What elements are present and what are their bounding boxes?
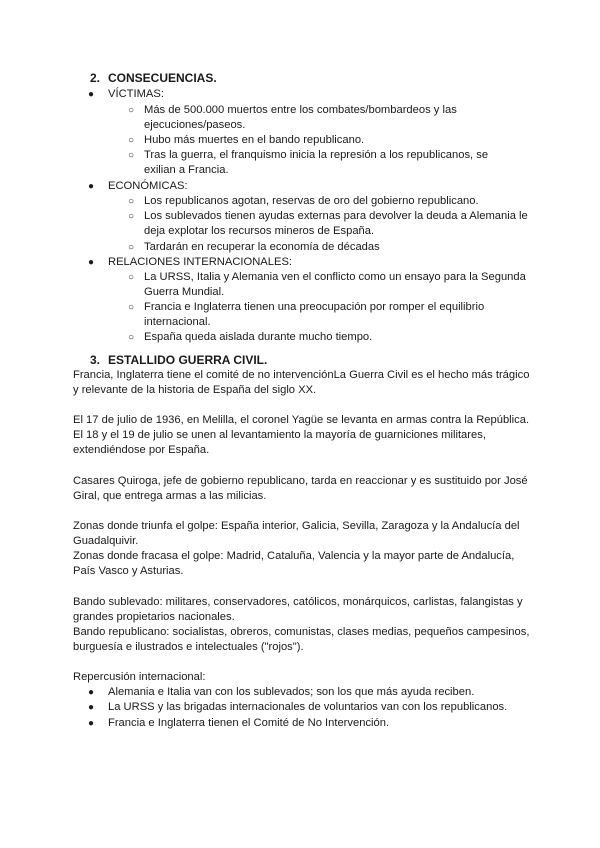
sub-bullet-item bbox=[128, 194, 533, 209]
circle-bullet-icon: ○ bbox=[128, 135, 135, 146]
sub-bullet-item bbox=[128, 300, 508, 330]
circle-bullet-icon: ○ bbox=[128, 272, 135, 283]
sub-bullet-item bbox=[128, 209, 530, 239]
section-2-title: CONSECUENCIAS. bbox=[108, 71, 217, 85]
sub-bullet-text: Los republicanos agotan, reservas de oro del gobierno republicano. bbox=[144, 195, 479, 207]
section-2-number: 2. bbox=[90, 71, 101, 85]
paragraph: Zonas donde triunfa el golpe: España interior, Galicia, Sevilla, Zaragoza y la Andalucía del Guadalquivir. bbox=[73, 520, 520, 548]
circle-bullet-icon: ○ bbox=[128, 332, 135, 343]
sub-bullet-text: Los sublevados tienen ayudas externas para devolver la deuda a Alemania le deja explotar los recursos mineros de España. bbox=[144, 210, 528, 238]
bullet-icon: ● bbox=[88, 257, 95, 268]
circle-bullet-icon: ○ bbox=[128, 302, 135, 313]
bullet-item bbox=[88, 716, 528, 731]
sub-bullet-text: España queda aislada durante mucho tiempo. bbox=[144, 331, 373, 343]
sub-bullet-item bbox=[128, 103, 473, 133]
sub-bullet-text: Francia e Inglaterra tienen una preocupación por romper el equilibrio internacional. bbox=[144, 301, 485, 329]
bullet-text: Alemania e Italia van con los sublevados; son los que más ayuda reciben. bbox=[108, 686, 475, 698]
section-2-heading bbox=[90, 71, 217, 86]
section-3-number: 3. bbox=[90, 353, 101, 367]
circle-bullet-icon: ○ bbox=[128, 196, 135, 207]
bullet-label: ECONÓMICAS: bbox=[108, 180, 188, 192]
sub-bullet-item bbox=[128, 148, 513, 178]
paragraph: Casares Quiroga, jefe de gobierno republicano, tarda en reaccionar y es sustituido por José Giral, que entrega armas a las milicias. bbox=[73, 475, 528, 503]
sub-bullet-item bbox=[128, 240, 533, 255]
sub-bullet-item bbox=[128, 133, 533, 148]
sub-bullet-text: Hubo más muertes en el bando republicano. bbox=[144, 134, 365, 146]
bullet-victimas bbox=[88, 87, 164, 102]
circle-bullet-icon: ○ bbox=[128, 150, 135, 161]
bullet-text: Francia e Inglaterra tienen el Comité de No Intervención. bbox=[108, 717, 390, 729]
bullet-icon: ● bbox=[88, 718, 95, 729]
bullet-label: RELACIONES INTERNACIONALES: bbox=[108, 256, 293, 268]
sub-bullet-text: Tras la guerra, el franquismo inicia la represión a los republicanos, se exilian a Francia. bbox=[144, 149, 489, 177]
bullet-economicas bbox=[88, 179, 188, 194]
paragraph: Repercusión internacional: bbox=[73, 671, 206, 683]
bullet-icon: ● bbox=[88, 181, 95, 192]
bullet-icon: ● bbox=[88, 702, 95, 713]
bullet-icon: ● bbox=[88, 687, 95, 698]
bullet-icon: ● bbox=[88, 89, 95, 100]
sub-bullet-item bbox=[128, 330, 533, 345]
section-3-title: ESTALLIDO GUERRA CIVIL. bbox=[108, 353, 268, 367]
circle-bullet-icon: ○ bbox=[128, 242, 135, 253]
paragraph: Francia, Inglaterra tiene el comité de no intervenciónLa Guerra Civil es el hecho más trágico y relevante de la historia de España del siglo XX. bbox=[73, 369, 530, 397]
paragraph: El 17 de julio de 1936, en Melilla, el coronel Yagüe se levanta en armas contra la República. El 18 y el 19 de julio se unen al levantamiento la mayoría de guarniciones militares, extendiéndose por España. bbox=[73, 414, 530, 457]
section-3-heading bbox=[90, 353, 267, 368]
bullet-relaciones-internacionales bbox=[88, 255, 292, 270]
paragraph: Zonas donde fracasa el golpe: Madrid, Cataluña, Valencia y la mayor parte de Andalucía, País Vasco y Asturias. bbox=[73, 550, 515, 578]
sub-bullet-text: Más de 500.000 muertos entre los combates/bombardeos y las ejecuciones/paseos. bbox=[144, 104, 457, 132]
sub-bullet-text: La URSS, Italia y Alemania ven el conflicto como un ensayo para la Segunda Guerra Mundial. bbox=[144, 271, 526, 299]
sub-bullet-item bbox=[128, 270, 533, 300]
bullet-item bbox=[88, 700, 528, 715]
circle-bullet-icon: ○ bbox=[128, 211, 135, 222]
sub-bullet-text: Tardarán en recuperar la economía de décadas bbox=[144, 241, 380, 253]
paragraph: Bando sublevado: militares, conservadores, católicos, monárquicos, carlistas, falangistas y grandes propietarios nacionales. bbox=[73, 596, 523, 624]
paragraph: Bando republicano: socialistas, obreros, comunistas, clases medias, pequeños campesinos, burguesía e ilustrados e intelectuales ("rojos"). bbox=[73, 626, 530, 654]
bullet-item bbox=[88, 685, 528, 700]
bullet-text: La URSS y las brigadas internacionales de voluntarios van con los republicanos. bbox=[108, 701, 508, 713]
bullet-label: VÍCTIMAS: bbox=[108, 88, 164, 100]
circle-bullet-icon: ○ bbox=[128, 105, 135, 116]
